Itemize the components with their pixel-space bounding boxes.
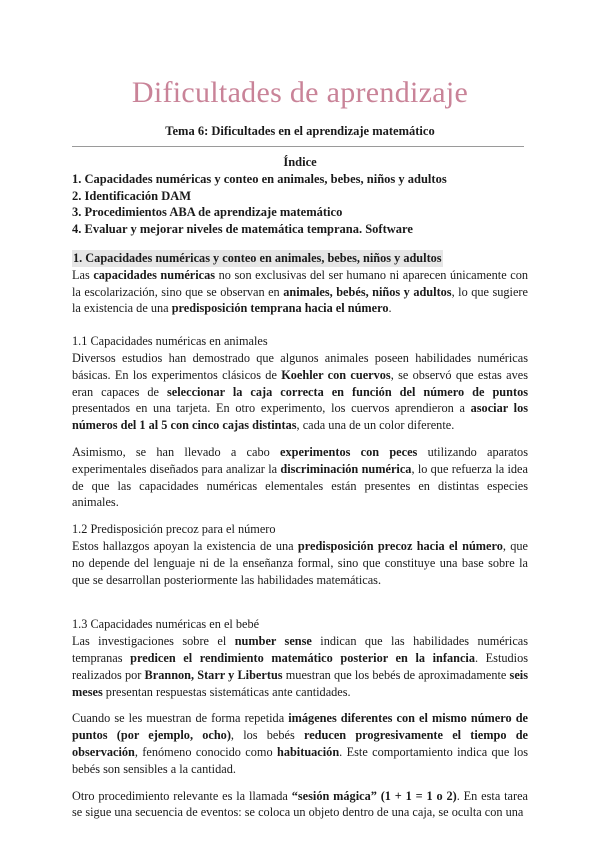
index-item[interactable]: 4. Evaluar y mejorar niveles de matemática temprana. Software <box>72 221 413 236</box>
paragraph <box>72 350 528 434</box>
text-run: Asimismo, se han llevado a cabo <box>72 444 281 459</box>
text-run: , que no depende del lenguaje ni de la enseñanza formal, sino que constituye una base sobre la que se desarrollan posteriormente las habilidades matemáticas. <box>72 538 528 587</box>
bold-text: predisposición temprana hacia el número <box>171 301 389 316</box>
bold-text: experimentos con peces <box>280 444 418 459</box>
text-run: , lo que sugiere la existencia de una <box>72 284 528 316</box>
subsection-heading: 1.3 Capacidades numéricas en el bebé <box>72 617 260 632</box>
text-run: Diversos estudios han demostrado que algunos animales poseen habilidades numéricas básicas. En los experimentos clásicos de <box>72 350 528 382</box>
paragraph <box>72 788 528 822</box>
text-run: , se observó que estas aves eran capaces de <box>72 367 528 399</box>
bold-text: discriminación numérica <box>280 461 412 476</box>
text-run: , cada una de un color diferente. <box>296 418 455 433</box>
index-list <box>72 171 532 237</box>
text-run: , fenómeno conocido como <box>134 744 277 759</box>
paragraph <box>72 444 528 511</box>
text-run: Las investigaciones sobre el <box>72 634 235 649</box>
text-run: muestran que los bebés de aproximadamente <box>282 667 510 682</box>
bold-text: predisposición precoz hacia el número <box>297 538 503 553</box>
bold-text: number sense <box>234 634 312 649</box>
bold-text: animales, bebés, niños y adultos <box>283 284 452 299</box>
paragraph <box>72 633 528 700</box>
text-run: Otro procedimiento relevante es la llamada <box>72 788 292 803</box>
text-run: Estos hallazgos apoyan la existencia de una <box>72 538 298 553</box>
subsection-heading: 1.2 Predisposición precoz para el número <box>72 522 276 537</box>
document-body <box>72 250 528 821</box>
bold-text: capacidades numéricas <box>93 267 216 282</box>
paragraph <box>72 267 528 317</box>
text-run: , los bebés <box>230 728 304 743</box>
index-heading: Índice <box>283 155 317 169</box>
text-run: . Este comportamiento indica que los bebés son sensibles a la cantidad. <box>72 744 529 776</box>
bold-text: imágenes diferentes con el mismo número de puntos (por ejemplo, ocho) <box>72 711 528 743</box>
text-run: indican que las habilidades numéricas tempranas <box>72 634 529 665</box>
index-item[interactable]: 3. Procedimientos ABA de aprendizaje matemático <box>72 205 343 219</box>
text-run: , lo que refuerza la idea de que las capacidades numéricas elementales están presentes en distintas especies animales. <box>72 461 528 510</box>
bold-text: asociar los números del 1 al 5 con cinco cajas distintas <box>72 401 529 433</box>
header-divider <box>72 146 524 147</box>
index-item[interactable]: 1. Capacidades numéricas y conteo en animales, bebes, niños y adultos <box>72 172 447 186</box>
text-run: Cuando se les muestran de forma repetida <box>72 711 289 726</box>
document-title: Dificultades de aprendizaje <box>131 76 469 109</box>
text-run: . En esta tarea se sigue una secuencia de eventos: se coloca un objeto dentro de una caja, se oculta con una <box>72 788 529 820</box>
text-run: utilizando aparatos experimentales diseñados para analizar la <box>72 444 528 476</box>
text-run: presentados en una tarjeta. En otro experimento, los cuervos aprendieron a <box>72 401 471 416</box>
text-run: presentan respuestas sistemáticas ante cantidades. <box>102 684 351 699</box>
bold-text: reducen progresivamente el tiempo de observación <box>72 728 528 759</box>
bold-text: predicen el rendimiento matemático posterior en la infancia <box>130 650 475 665</box>
bold-text: habituación <box>276 744 340 759</box>
paragraph <box>72 538 528 588</box>
bold-text: Brannon, Starr y Libertus <box>144 667 283 682</box>
bold-text: seleccionar la caja correcta en función del número de puntos <box>167 384 528 399</box>
section-heading: 1. Capacidades numéricas y conteo en animales, bebes, niños y adultos <box>73 251 442 265</box>
bold-text: Koehler con cuervos <box>281 367 391 382</box>
bold-text: “sesión mágica” (1 + 1 = 1 o 2) <box>291 788 457 803</box>
text-run: . Estudios realizados por <box>72 650 529 682</box>
paragraph <box>72 710 528 777</box>
document-subtitle: Tema 6: Dificultades en el aprendizaje matemático <box>165 124 435 138</box>
subsection-heading: 1.1 Capacidades numéricas en animales <box>72 334 268 349</box>
text-run: . <box>388 301 392 316</box>
text-run: no son exclusivas del ser humano ni aparecen únicamente con la escolarización, sino que se observan en <box>72 267 528 299</box>
index-item[interactable]: 2. Identificación DAM <box>72 188 192 203</box>
bold-text: seis meses <box>72 667 528 699</box>
text-run: Las <box>72 267 94 282</box>
